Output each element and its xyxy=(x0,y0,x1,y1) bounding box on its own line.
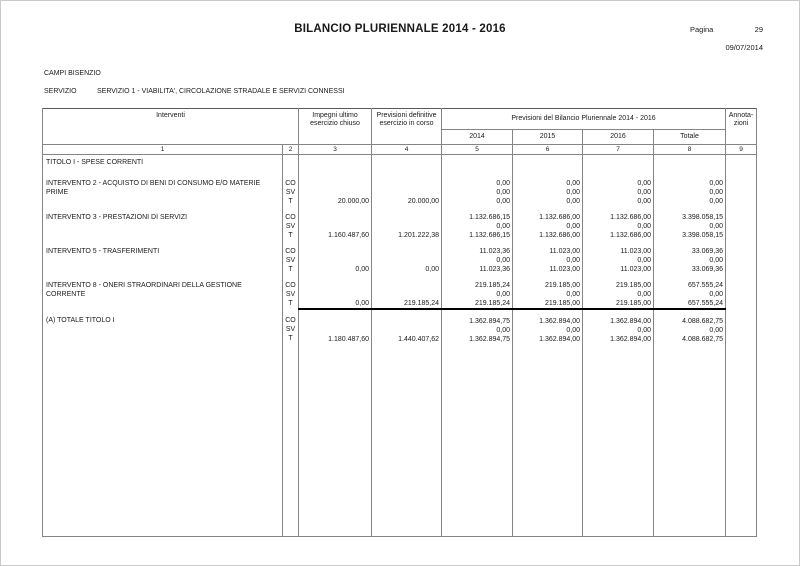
code-T: T xyxy=(288,299,293,307)
header-interventi: Interventi xyxy=(43,109,299,145)
amount-value xyxy=(372,281,441,290)
filler-row xyxy=(43,344,757,537)
intervention-row xyxy=(43,240,757,274)
amount-value: 0,00 xyxy=(496,222,511,230)
amount-cell xyxy=(299,309,372,344)
empty-cell xyxy=(299,155,372,172)
column-number: 3 xyxy=(299,145,372,155)
amount-cell xyxy=(513,240,583,274)
amount-value: 1.132.686,15 xyxy=(469,213,511,221)
amount-value: 11.023,36 xyxy=(479,265,511,273)
amount-value xyxy=(299,281,371,290)
code-SV: SV xyxy=(285,222,296,230)
amount-value xyxy=(372,256,441,265)
amount-value: 3.398.058,15 xyxy=(682,213,724,221)
amount-value: 0,00 xyxy=(637,290,652,298)
code-CO: CO xyxy=(285,281,296,289)
code-T: T xyxy=(288,197,293,205)
amount-cell xyxy=(442,309,513,344)
amount-value: 0,00 xyxy=(496,197,511,205)
amount-value xyxy=(299,326,371,335)
empty-cell xyxy=(372,155,442,172)
section-row xyxy=(43,155,757,172)
amount-value xyxy=(372,179,441,188)
amount-value xyxy=(372,290,441,299)
amount-value: 0,00 xyxy=(709,326,724,334)
amount-value: 3.398.058,15 xyxy=(682,231,724,239)
service-value: SERVIZIO 1 - VIABILITA', CIRCOLAZIONE STRADALE E SERVIZI CONNESSI xyxy=(97,88,345,95)
code-cell xyxy=(283,172,299,206)
empty-cell xyxy=(583,155,654,172)
amount-value xyxy=(299,188,371,197)
amount-value: 1.362.894,75 xyxy=(469,335,511,343)
amount-value xyxy=(372,222,441,231)
budget-table xyxy=(42,108,757,537)
service-row xyxy=(44,88,345,95)
amount-value xyxy=(299,247,371,256)
amount-value: 1.132.686,15 xyxy=(469,231,511,239)
empty-cell xyxy=(513,344,583,537)
amount-value: 0,00 xyxy=(637,222,652,230)
amount-value: 11.023,00 xyxy=(549,265,581,273)
column-number: 1 xyxy=(43,145,283,155)
code-T: T xyxy=(288,265,293,273)
amount-value xyxy=(372,326,441,335)
empty-cell xyxy=(513,155,583,172)
amount-value: 1.180.487,60 xyxy=(328,335,370,343)
amount-value: 0,00 xyxy=(637,326,652,334)
amount-cell xyxy=(513,172,583,206)
amount-value: 219.185,00 xyxy=(544,281,581,289)
amount-value: 20.000,00 xyxy=(407,197,440,205)
amount-value: 0,00 xyxy=(566,222,581,230)
amount-cell xyxy=(442,206,513,240)
amount-value xyxy=(299,222,371,231)
amount-value: 4.088.682,75 xyxy=(682,335,724,343)
amount-value: 11.023,00 xyxy=(620,265,652,273)
amount-value: 0,00 xyxy=(355,299,370,307)
amount-cell xyxy=(372,309,442,344)
amount-value: 1.440.407,62 xyxy=(398,335,440,343)
amount-value: 1.362.894,00 xyxy=(610,317,652,325)
code-cell xyxy=(283,240,299,274)
amount-value: 1.132.686,00 xyxy=(539,231,581,239)
amount-cell xyxy=(299,206,372,240)
intervention-row xyxy=(43,309,757,344)
amount-cell xyxy=(583,240,654,274)
amount-value: 0,00 xyxy=(496,188,511,196)
amount-value: 0,00 xyxy=(637,197,652,205)
amount-value xyxy=(299,317,371,326)
code-cell xyxy=(283,206,299,240)
amount-cell xyxy=(513,206,583,240)
amount-value: 0,00 xyxy=(566,290,581,298)
amount-value: 219.185,00 xyxy=(544,299,581,307)
amount-value: 0,00 xyxy=(709,197,724,205)
intervention-row xyxy=(43,206,757,240)
amount-cell xyxy=(583,274,654,309)
header-year-2014: 2014 xyxy=(442,130,513,145)
code-CO: CO xyxy=(285,179,296,187)
amount-value: 0,00 xyxy=(709,290,724,298)
amount-value xyxy=(372,247,441,256)
amount-value: 11.023,00 xyxy=(620,247,652,255)
header-year-2015: 2015 xyxy=(513,130,583,145)
empty-cell xyxy=(372,344,442,537)
amount-value: 0,00 xyxy=(496,256,511,264)
amount-cell xyxy=(442,240,513,274)
empty-cell xyxy=(654,344,726,537)
empty-cell xyxy=(654,155,726,172)
amount-value: 219.185,00 xyxy=(615,281,652,289)
amount-value: 1.362.894,75 xyxy=(469,317,511,325)
empty-cell xyxy=(43,344,283,537)
row-label: (A) TOTALE TITOLO I xyxy=(43,309,283,344)
amount-cell xyxy=(372,274,442,309)
header-annotazioni: Annota-zioni xyxy=(726,109,757,145)
amount-cell xyxy=(372,172,442,206)
code-SV: SV xyxy=(285,188,296,196)
column-number: 5 xyxy=(442,145,513,155)
amount-value xyxy=(299,179,371,188)
amount-value: 1.201.222,38 xyxy=(398,231,440,239)
amount-cell xyxy=(513,274,583,309)
amount-cell xyxy=(654,240,726,274)
amount-value: 0,00 xyxy=(637,179,652,187)
amount-cell xyxy=(583,309,654,344)
amount-value: 33.069,36 xyxy=(691,265,724,273)
intervention-row xyxy=(43,274,757,309)
amount-value: 1.362.894,00 xyxy=(610,335,652,343)
amount-cell xyxy=(299,172,372,206)
amount-value: 4.088.682,75 xyxy=(682,317,724,325)
service-label: SERVIZIO xyxy=(44,88,77,95)
header-previsioni-group: Previsioni del Bilancio Pluriennale 2014 - 2016 xyxy=(442,109,726,130)
header-impegni: Impegni ultimo esercizio chiuso xyxy=(299,109,372,145)
code-T: T xyxy=(288,334,293,342)
header-year-2016: 2016 xyxy=(583,130,654,145)
entity-name: CAMPI BISENZIO xyxy=(44,70,101,77)
amount-value: 1.132.686,00 xyxy=(539,213,581,221)
code-T: T xyxy=(288,231,293,239)
amount-value xyxy=(372,317,441,326)
amount-cell xyxy=(654,206,726,240)
column-number: 2 xyxy=(283,145,299,155)
empty-cell xyxy=(442,344,513,537)
amount-value: 0,00 xyxy=(496,179,511,187)
code-CO: CO xyxy=(285,213,296,221)
row-label: INTERVENTO 3 - PRESTAZIONI DI SERVIZI xyxy=(43,206,283,240)
code-SV: SV xyxy=(285,256,296,264)
amount-cell xyxy=(583,206,654,240)
amount-cell xyxy=(513,309,583,344)
amount-value: 0,00 xyxy=(496,326,511,334)
amount-value: 0,00 xyxy=(355,265,370,273)
amount-value: 0,00 xyxy=(566,197,581,205)
amount-value: 657.555,24 xyxy=(687,299,724,307)
amount-value: 0,00 xyxy=(709,179,724,187)
amount-cell xyxy=(372,240,442,274)
amount-value: 0,00 xyxy=(566,179,581,187)
column-number: 6 xyxy=(513,145,583,155)
amount-value: 1.362.894,00 xyxy=(539,335,581,343)
amount-cell xyxy=(654,274,726,309)
amount-value: 0,00 xyxy=(709,188,724,196)
intervention-row xyxy=(43,172,757,206)
row-label: INTERVENTO 5 - TRASFERIMENTI xyxy=(43,240,283,274)
amount-value: 1.132.686,00 xyxy=(610,231,652,239)
empty-cell xyxy=(583,344,654,537)
amount-value: 0,00 xyxy=(496,290,511,298)
amount-value: 219.185,24 xyxy=(474,299,511,307)
amount-value: 657.555,24 xyxy=(687,281,724,289)
amount-value: 0,00 xyxy=(709,256,724,264)
annotation-cell xyxy=(726,309,757,344)
amount-value: 0,00 xyxy=(566,256,581,264)
amount-value: 0,00 xyxy=(566,188,581,196)
print-date: 09/07/2014 xyxy=(725,43,763,52)
amount-value: 219.185,00 xyxy=(615,299,652,307)
amount-value: 219.185,24 xyxy=(403,299,440,307)
amount-cell xyxy=(583,172,654,206)
empty-cell xyxy=(299,344,372,537)
amount-value xyxy=(299,256,371,265)
amount-value: 0,00 xyxy=(637,256,652,264)
column-number: 4 xyxy=(372,145,442,155)
amount-value xyxy=(372,188,441,197)
amount-value: 11.023,00 xyxy=(549,247,581,255)
amount-value: 33.069,36 xyxy=(691,247,724,255)
page-number-value: 29 xyxy=(754,25,763,34)
amount-cell xyxy=(299,240,372,274)
budget-table-wrapper xyxy=(42,108,756,537)
code-SV: SV xyxy=(285,290,296,298)
amount-value: 1.362.894,00 xyxy=(539,317,581,325)
empty-cell xyxy=(283,344,299,537)
amount-value xyxy=(299,290,371,299)
annotation-cell xyxy=(726,240,757,274)
empty-cell xyxy=(726,344,757,537)
amount-value: 1.160.487,60 xyxy=(328,231,370,239)
annotation-cell xyxy=(726,206,757,240)
amount-cell xyxy=(299,274,372,309)
amount-cell xyxy=(654,172,726,206)
empty-cell xyxy=(726,155,757,172)
page-number-label: Pagina xyxy=(690,25,714,34)
code-CO: CO xyxy=(285,316,296,324)
amount-value: 0,00 xyxy=(709,222,724,230)
row-label: INTERVENTO 2 - ACQUISTO DI BENI DI CONSUMO E/O MATERIE PRIME xyxy=(43,172,283,206)
section-title: TITOLO I - SPESE CORRENTI xyxy=(43,155,283,172)
code-SV: SV xyxy=(285,325,296,333)
amount-value: 20.000,00 xyxy=(337,197,370,205)
amount-value: 0,00 xyxy=(566,326,581,334)
annotation-cell xyxy=(726,172,757,206)
amount-cell xyxy=(442,172,513,206)
page-title: BILANCIO PLURIENNALE 2014 - 2016 xyxy=(294,23,506,35)
amount-value: 0,00 xyxy=(637,188,652,196)
amount-cell xyxy=(372,206,442,240)
amount-value: 219.185,24 xyxy=(474,281,511,289)
amount-cell xyxy=(442,274,513,309)
header-totale: Totale xyxy=(654,130,726,145)
page-number-row xyxy=(690,25,763,34)
row-label: INTERVENTO 8 - ONERI STRAORDINARI DELLA GESTIONE CORRENTE xyxy=(43,274,283,309)
amount-value: 1.132.686,00 xyxy=(610,213,652,221)
column-number: 8 xyxy=(654,145,726,155)
annotation-cell xyxy=(726,274,757,309)
empty-cell xyxy=(442,155,513,172)
amount-value: 11.023,36 xyxy=(479,247,511,255)
code-cell xyxy=(283,274,299,309)
code-cell xyxy=(283,309,299,344)
column-number: 7 xyxy=(583,145,654,155)
column-number: 9 xyxy=(726,145,757,155)
amount-value xyxy=(372,213,441,222)
amount-value xyxy=(299,213,371,222)
header-previsioni-definitive: Previsioni definitive esercizio in corso xyxy=(372,109,442,145)
code-CO: CO xyxy=(285,247,296,255)
amount-cell xyxy=(654,309,726,344)
empty-cell xyxy=(283,155,299,172)
amount-value: 0,00 xyxy=(425,265,440,273)
